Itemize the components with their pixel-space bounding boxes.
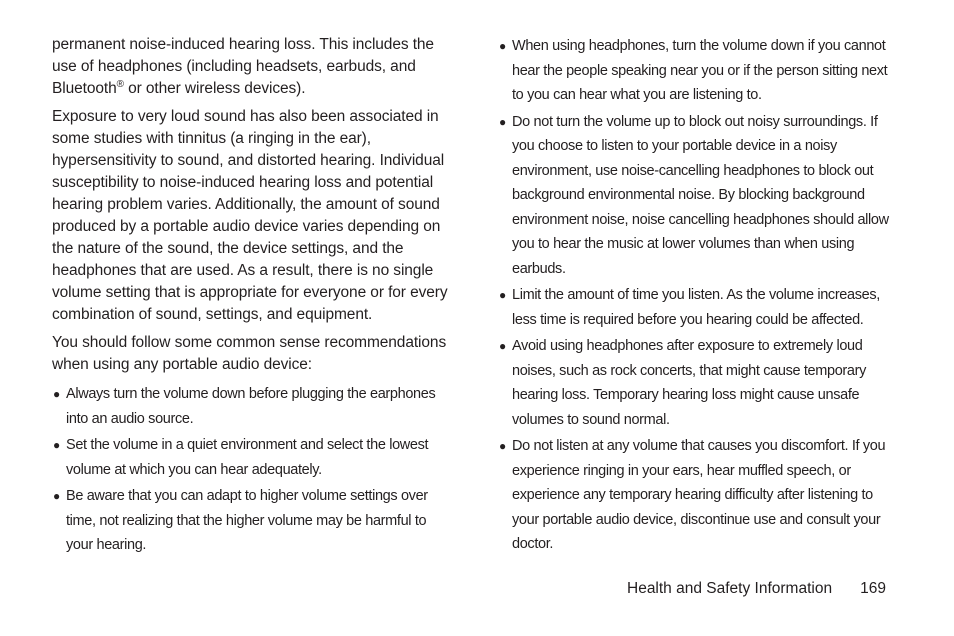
right-bullet-list <box>498 34 898 557</box>
bullet-icon: ● <box>53 438 60 452</box>
left-column <box>52 34 452 560</box>
list-item <box>498 34 898 108</box>
paragraph-headphones-loss-text: permanent noise-induced hearing loss. This includes the use of headphones (including headsets, earbuds, and Bluetooth <box>52 36 434 97</box>
bullet-icon: ● <box>499 288 506 302</box>
list-item <box>52 484 452 558</box>
list-item <box>52 382 452 431</box>
list-item <box>498 434 898 557</box>
paragraph-exposure: Exposure to very loud sound has also been associated in some studies with tinnitus (a ringing in the ear), hypersensitivity to sound, and distorted hearing. Individual susceptibility to noise-induced hearing loss and potential hearing problem varies. Additionally, the amount of sound produced by a portable audio device varies depending on the nature of the sound, the device settings, and the headphones that are used. As a result, there is no single volume setting that is appropriate for everyone or for every combination of sound, settings, and equipment. <box>52 108 448 323</box>
footer-section-title: Health and Safety Information <box>627 580 833 597</box>
paragraph-recommendations-intro: You should follow some common sense recommendations when using any portable audio device: <box>52 334 447 373</box>
list-item <box>52 433 452 482</box>
bullet-icon: ● <box>53 489 60 503</box>
bullet-icon: ● <box>499 114 506 129</box>
paragraph-headphones-loss <box>52 34 452 100</box>
list-item-text: Limit the amount of time you listen. As the volume increases, less time is required before you hearing could be affected. <box>512 287 880 328</box>
bullet-icon: ● <box>499 39 506 53</box>
list-item-text: When using headphones, turn the volume down if you cannot hear the people speaking near you or if the person sitting next to you can hear what you are listening to. <box>512 38 888 103</box>
left-bullet-list <box>52 382 452 558</box>
list-item-text: Set the volume in a quiet environment and select the lowest volume at which you can hear adequately. <box>66 437 429 478</box>
list-item <box>498 110 898 282</box>
bullet-icon: ● <box>499 339 506 353</box>
list-item <box>498 334 898 432</box>
list-item-text: Do not turn the volume up to block out noisy surroundings. If you choose to listen to your portable device in a noisy environment, use noise-cancelling headphones to block out background environmental noise. By blocking background environment noise, noise cancelling headphones should allow you to hear the music at lower volumes than when using earbuds. <box>512 113 889 277</box>
bullet-icon: ● <box>499 439 506 453</box>
paragraph-headphones-loss-end: or other wireless devices). <box>123 80 306 97</box>
right-column <box>498 34 898 559</box>
list-item-text: Avoid using headphones after exposure to extremely loud noises, such as rock concerts, that might cause temporary hearing loss. Temporary hearing loss might cause unsafe volumes to sound normal. <box>512 338 866 428</box>
list-item-text: Be aware that you can adapt to higher volume settings over time, not realizing that the higher volume may be harmful to your hearing. <box>66 488 428 553</box>
registered-mark: ® <box>116 79 124 90</box>
bullet-icon: ● <box>53 387 60 401</box>
page-number: 169 <box>860 580 886 597</box>
page-footer <box>627 578 886 600</box>
list-item-text: Always turn the volume down before plugging the earphones into an audio source. <box>66 386 436 427</box>
list-item <box>498 283 898 332</box>
list-item-text: Do not listen at any volume that causes you discomfort. If you experience ringing in your ears, hear muffled speech, or experience any temporary hearing difficulty after listening to your portable audio device, discontinue use and consult your doctor. <box>512 438 886 552</box>
